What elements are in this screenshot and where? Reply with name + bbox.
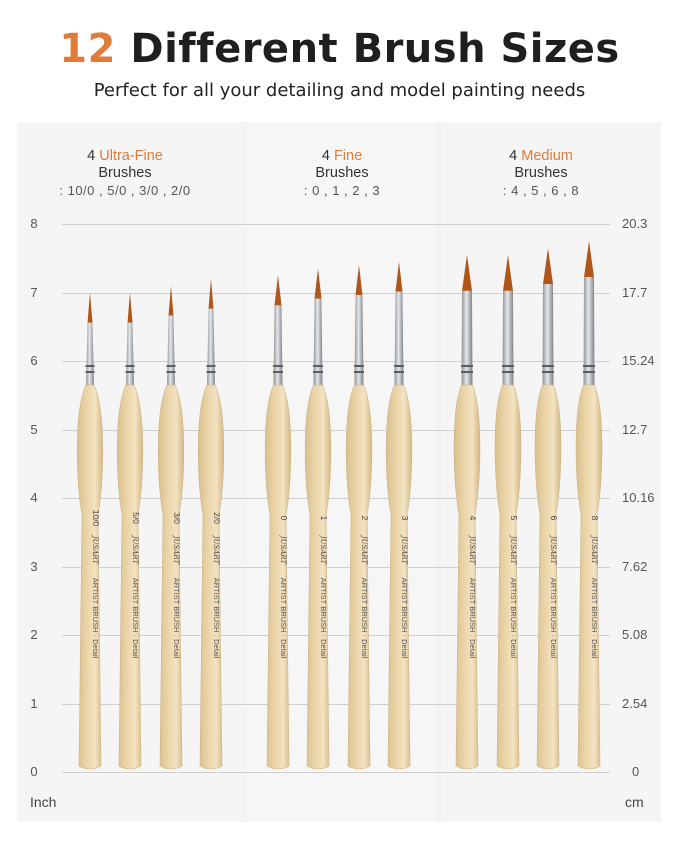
group-highlight: Fine (333, 148, 363, 164)
brush-crimp (167, 365, 176, 367)
brush-2 (346, 265, 372, 769)
group-sizes: : 4 , 5 , 6 , 8 (502, 183, 580, 198)
brush-3-0 (158, 286, 184, 769)
headline-text: Different Brush Sizes (130, 26, 620, 72)
brush-bristles (584, 241, 594, 277)
cm-unit-label: cm (625, 794, 644, 810)
cm-tick-label: 0 (632, 764, 640, 779)
brush-bristles (462, 255, 472, 291)
brush-line-label: ARTIST BRUSH · Detail (212, 577, 221, 659)
cm-tick-label: 10.16 (622, 490, 655, 505)
brush-crimp (502, 365, 514, 367)
brush-ferrule (167, 316, 175, 385)
brush-brand-label: JUSART (509, 535, 517, 565)
headline (0, 26, 679, 72)
brush-crimp (354, 371, 364, 373)
brush-bristles (128, 293, 133, 323)
brush-ferrule (503, 291, 514, 385)
brush-crimp (207, 371, 216, 373)
brush-bristles (169, 286, 174, 316)
brush-ferrule (584, 277, 595, 385)
cm-tick-label: 2.54 (622, 695, 648, 711)
brush-5 (495, 255, 521, 769)
inch-tick-label: 0 (30, 764, 38, 779)
brush-crimp (394, 365, 404, 367)
brush-line-label: ARTIST BRUSH · Detail (590, 577, 599, 659)
brush-ferrule (207, 309, 215, 385)
brush-10-0 (77, 293, 103, 770)
brush-crimp (461, 371, 473, 373)
brush-line-label: ARTIST BRUSH · Detail (549, 577, 558, 659)
brush-brand-label: JUSART (131, 535, 139, 565)
group-count: 4 (87, 148, 96, 164)
brush-crimp (583, 365, 595, 367)
brush-size-label: 6 (549, 515, 559, 521)
brush-line-label: ARTIST BRUSH · Detail (360, 577, 369, 659)
brush-size-label: 3/0 (172, 512, 182, 524)
brush-crimp (126, 365, 135, 367)
brush-crimp (542, 365, 554, 367)
headline-number: 12 (59, 26, 116, 72)
group-sizes: : 10/0 , 5/0 , 3/0 , 2/0 (59, 183, 191, 198)
brush-bristles (396, 262, 403, 292)
brush-crimp (167, 371, 176, 373)
brush-line-label: ARTIST BRUSH · Detail (400, 577, 409, 659)
brush-4 (454, 255, 480, 769)
brush-line-label: ARTIST BRUSH · Detail (468, 577, 477, 659)
brushes (17, 122, 661, 822)
cm-tick-label: 15.24 (622, 353, 655, 368)
brush-0 (265, 275, 291, 769)
brush-line-label: ARTIST BRUSH · Detail (509, 577, 518, 659)
brush-ferrule (126, 323, 134, 386)
brush-crimp (86, 371, 95, 373)
inch-tick-label: 8 (30, 216, 38, 231)
brush-brand-label: JUSART (91, 535, 99, 565)
brush-crimp (461, 365, 473, 367)
brush-line-label: ARTIST BRUSH · Detail (131, 577, 140, 659)
brush-brand-label: JUSART (319, 535, 327, 565)
brush-brand-label: JUSART (212, 535, 220, 565)
cm-tick-label: 7.62 (622, 558, 648, 574)
brush-crimp (583, 371, 595, 373)
brush-size-label: 4 (468, 515, 478, 521)
brush-ferrule (543, 284, 554, 385)
brush-bristles (209, 279, 214, 309)
brush-line-label: ARTIST BRUSH · Detail (319, 577, 328, 659)
brush-size-label: 2/0 (212, 512, 222, 524)
brush-line-label: ARTIST BRUSH · Detail (172, 577, 181, 659)
inch-tick-label: 5 (30, 421, 38, 437)
brush-brand-label: JUSART (400, 535, 408, 565)
inch-tick-label: 7 (30, 284, 38, 300)
brush-size-label: 10/0 (91, 509, 101, 527)
inch-tick-label: 3 (30, 558, 38, 574)
brush-3 (386, 262, 412, 769)
brush-bristles (315, 269, 322, 299)
group-noun: Brushes (315, 165, 369, 181)
brush-ferrule (86, 323, 94, 386)
group-noun: Brushes (514, 165, 568, 181)
brush-crimp (313, 365, 323, 367)
brush-bristles (275, 275, 282, 305)
brush-8 (576, 241, 602, 769)
brush-crimp (273, 365, 283, 367)
brush-crimp (394, 371, 404, 373)
brush-crimp (502, 371, 514, 373)
brush-ferrule (462, 291, 473, 385)
brush-crimp (313, 371, 323, 373)
inch-unit-label: Inch (30, 794, 57, 810)
group-sizes: : 0 , 1 , 2 , 3 (303, 183, 381, 198)
brush-line-label: ARTIST BRUSH · Detail (279, 577, 288, 659)
brush-bristles (356, 265, 363, 295)
brush-bristles (543, 248, 553, 284)
brush-crimp (273, 371, 283, 373)
group-highlight: Medium (521, 148, 573, 164)
brush-5-0 (117, 293, 143, 770)
inch-tick-label: 1 (30, 695, 38, 711)
brush-chart-panel (17, 122, 661, 822)
inch-tick-label: 4 (30, 490, 38, 505)
brush-size-label: 1 (319, 515, 329, 521)
brush-size-label: 2 (360, 515, 370, 521)
cm-tick-label: 20.3 (622, 216, 648, 231)
brush-ferrule (274, 305, 283, 385)
brush-brand-label: JUSART (172, 535, 180, 565)
brush-size-label: 0 (279, 515, 289, 521)
brush-brand-label: JUSART (549, 535, 557, 565)
cm-tick-label: 12.7 (622, 421, 648, 437)
brush-size-label: 5/0 (131, 512, 141, 524)
brush-brand-label: JUSART (468, 535, 476, 565)
cm-tick-label: 17.7 (622, 284, 648, 300)
brush-crimp (354, 365, 364, 367)
brush-bristles (88, 293, 93, 323)
brush-crimp (542, 371, 554, 373)
brush-brand-label: JUSART (590, 535, 598, 565)
brush-line-label: ARTIST BRUSH · Detail (91, 577, 100, 659)
cm-tick-label: 5.08 (622, 627, 648, 642)
brush-bristles (503, 255, 513, 291)
brush-size-label: 8 (590, 515, 600, 521)
group-noun: Brushes (98, 165, 152, 181)
brush-crimp (207, 365, 216, 367)
group-highlight: Ultra-Fine (99, 148, 163, 164)
inch-tick-label: 2 (30, 627, 38, 642)
brush-brand-label: JUSART (360, 535, 368, 565)
inch-tick-label: 6 (30, 353, 38, 368)
brush-size-label: 3 (400, 515, 410, 521)
group-count: 4 (509, 148, 518, 164)
brush-brand-label: JUSART (279, 535, 287, 565)
subheadline: Perfect for all your detailing and model painting needs (93, 80, 586, 101)
group-count: 4 (321, 148, 330, 164)
brush-crimp (126, 371, 135, 373)
brush-2-0 (198, 279, 224, 769)
brush-size-label: 5 (509, 515, 519, 521)
brush-crimp (86, 365, 95, 367)
brush-6 (535, 248, 561, 769)
brush-1 (305, 269, 331, 769)
